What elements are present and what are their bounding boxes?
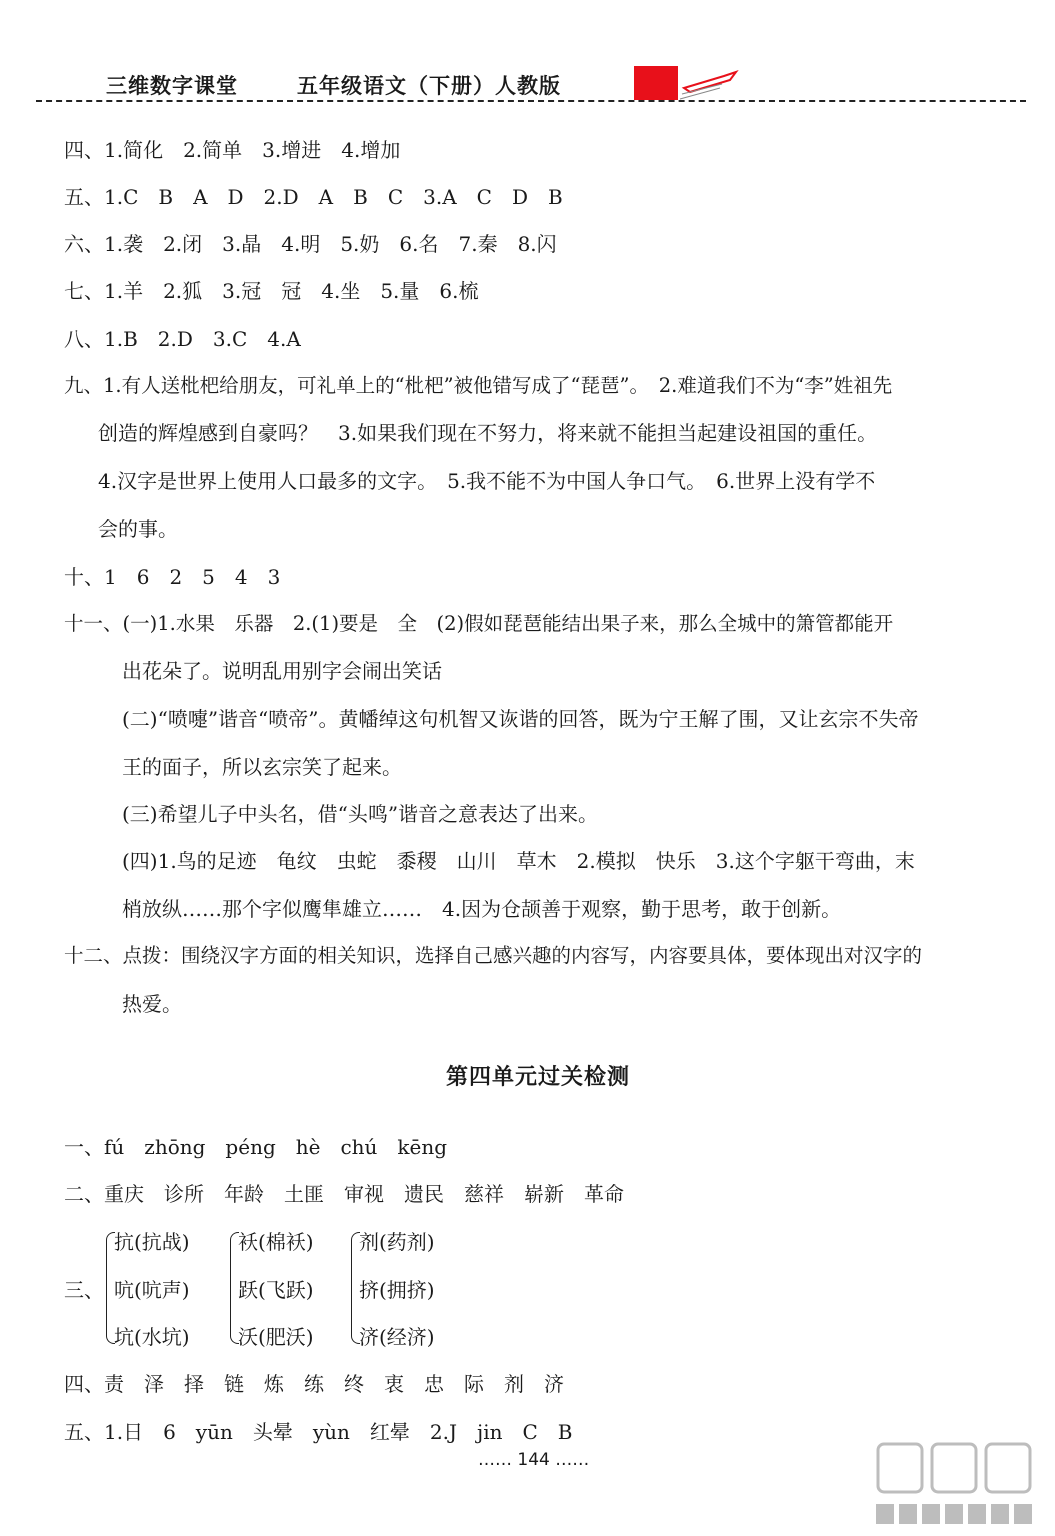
answer-line: 梢放纵……那个字似鹰隼雄立…… 4.因为仓颉善于观察，勤于思考，敢于创新。 <box>122 897 842 921</box>
char-group-item: 坑(水坑) <box>114 1325 190 1349</box>
char-group-item: 剂(药剂) <box>359 1230 435 1254</box>
char-group-item: 挤(拥挤) <box>359 1278 435 1302</box>
answer-line: 十一、(一)1.水果 乐器 2.(1)要是 全 (2)假如琵琶能结出果子来，那么全城中的箫管都能开 <box>64 612 894 635</box>
answer-line: 4.汉字是世界上使用人口最多的文字。 5.我不能不为中国人争口气。 6.世界上没有学不 <box>98 469 876 493</box>
char-group-item: 吭(吭声) <box>114 1278 190 1302</box>
answer-line: 创造的辉煌感到自豪吗？ 3.如果我们现在不努力，将来就不能担当起建设祖国的重任。 <box>98 421 878 445</box>
char-group-item: 袄(棉袄) <box>238 1230 314 1254</box>
answer-line: 七、1.羊 2.狐 3.冠 冠 4.坐 5.量 6.梳 <box>64 279 479 303</box>
answer-line: 六、1.袭 2.闭 3.晶 4.明 5.奶 6.名 7.秦 8.闪 <box>64 232 557 256</box>
unit-heading: 第四单元过关检测 <box>445 1065 630 1090</box>
answer-line: 四、1.简化 2.简单 3.增进 4.增加 <box>64 138 401 162</box>
char-group-item: 济(经济) <box>359 1325 435 1349</box>
answer-line: 一、fú zhōng péng hè chú kēng <box>64 1135 448 1159</box>
answer-line: 十、1 6 2 5 4 3 <box>64 565 281 589</box>
answer-line: 四、责 泽 择 链 炼 练 终 衷 忠 际 剂 济 <box>64 1372 564 1396</box>
answer-line: (二)“喷嚏”谐音“喷帝”。黄幡绰这句机智又诙谐的回答，既为宁王解了围，又让玄宗不失帝 <box>122 707 919 731</box>
watermark-logo-icon <box>866 1438 1042 1530</box>
answer-line: 热爱。 <box>122 992 182 1016</box>
answer-line: 二、重庆 诊所 年龄 土匪 审视 遗民 慈祥 崭新 革命 <box>64 1182 624 1206</box>
answer-line: 会的事。 <box>98 517 178 541</box>
answer-line: (三)希望儿子中头名，借“头鸣”谐音之意表达了出来。 <box>122 802 599 826</box>
char-group-item: 跃(飞跃) <box>238 1278 314 1302</box>
page-number: …… 144 …… <box>478 1450 590 1470</box>
answer-line: 八、1.B 2.D 3.C 4.A <box>64 327 301 351</box>
answer-line: 出花朵了。说明乱用别字会闹出笑话 <box>122 659 442 683</box>
series-title: 三维数字课堂 <box>106 74 238 98</box>
answer-line: 十二、点拨：围绕汉字方面的相关知识，选择自己感兴趣的内容写，内容要具体，要体现出对汉字的 <box>64 944 923 967</box>
section-three-label: 三、 <box>64 1278 104 1302</box>
answer-line: (四)1.鸟的足迹 龟纹 虫蛇 黍稷 山川 草木 2.模拟 快乐 3.这个字躯干弯曲，末 <box>122 849 915 873</box>
book-title: 五年级语文（下册）人教版 <box>297 74 561 98</box>
answer-line: 王的面子，所以玄宗笑了起来。 <box>122 755 402 779</box>
page-header <box>0 0 1055 110</box>
char-group-item: 抗(抗战) <box>114 1230 190 1254</box>
rocket-logo-icon <box>632 64 742 104</box>
answer-line: 五、1.C B A D 2.D A B C 3.A C D B <box>64 185 563 209</box>
char-group-item: 沃(肥沃) <box>238 1325 314 1349</box>
header-dashed-rule <box>36 100 1026 102</box>
answer-line: 九、1.有人送枇杷给朋友，可礼单上的“枇杷”被他错写成了“琵琶”。 2.难道我们不为“李”姓祖先 <box>64 374 893 397</box>
answer-line: 五、1.日 6 yūn 头晕 yùn 红晕 2.J jin C B <box>64 1420 573 1444</box>
